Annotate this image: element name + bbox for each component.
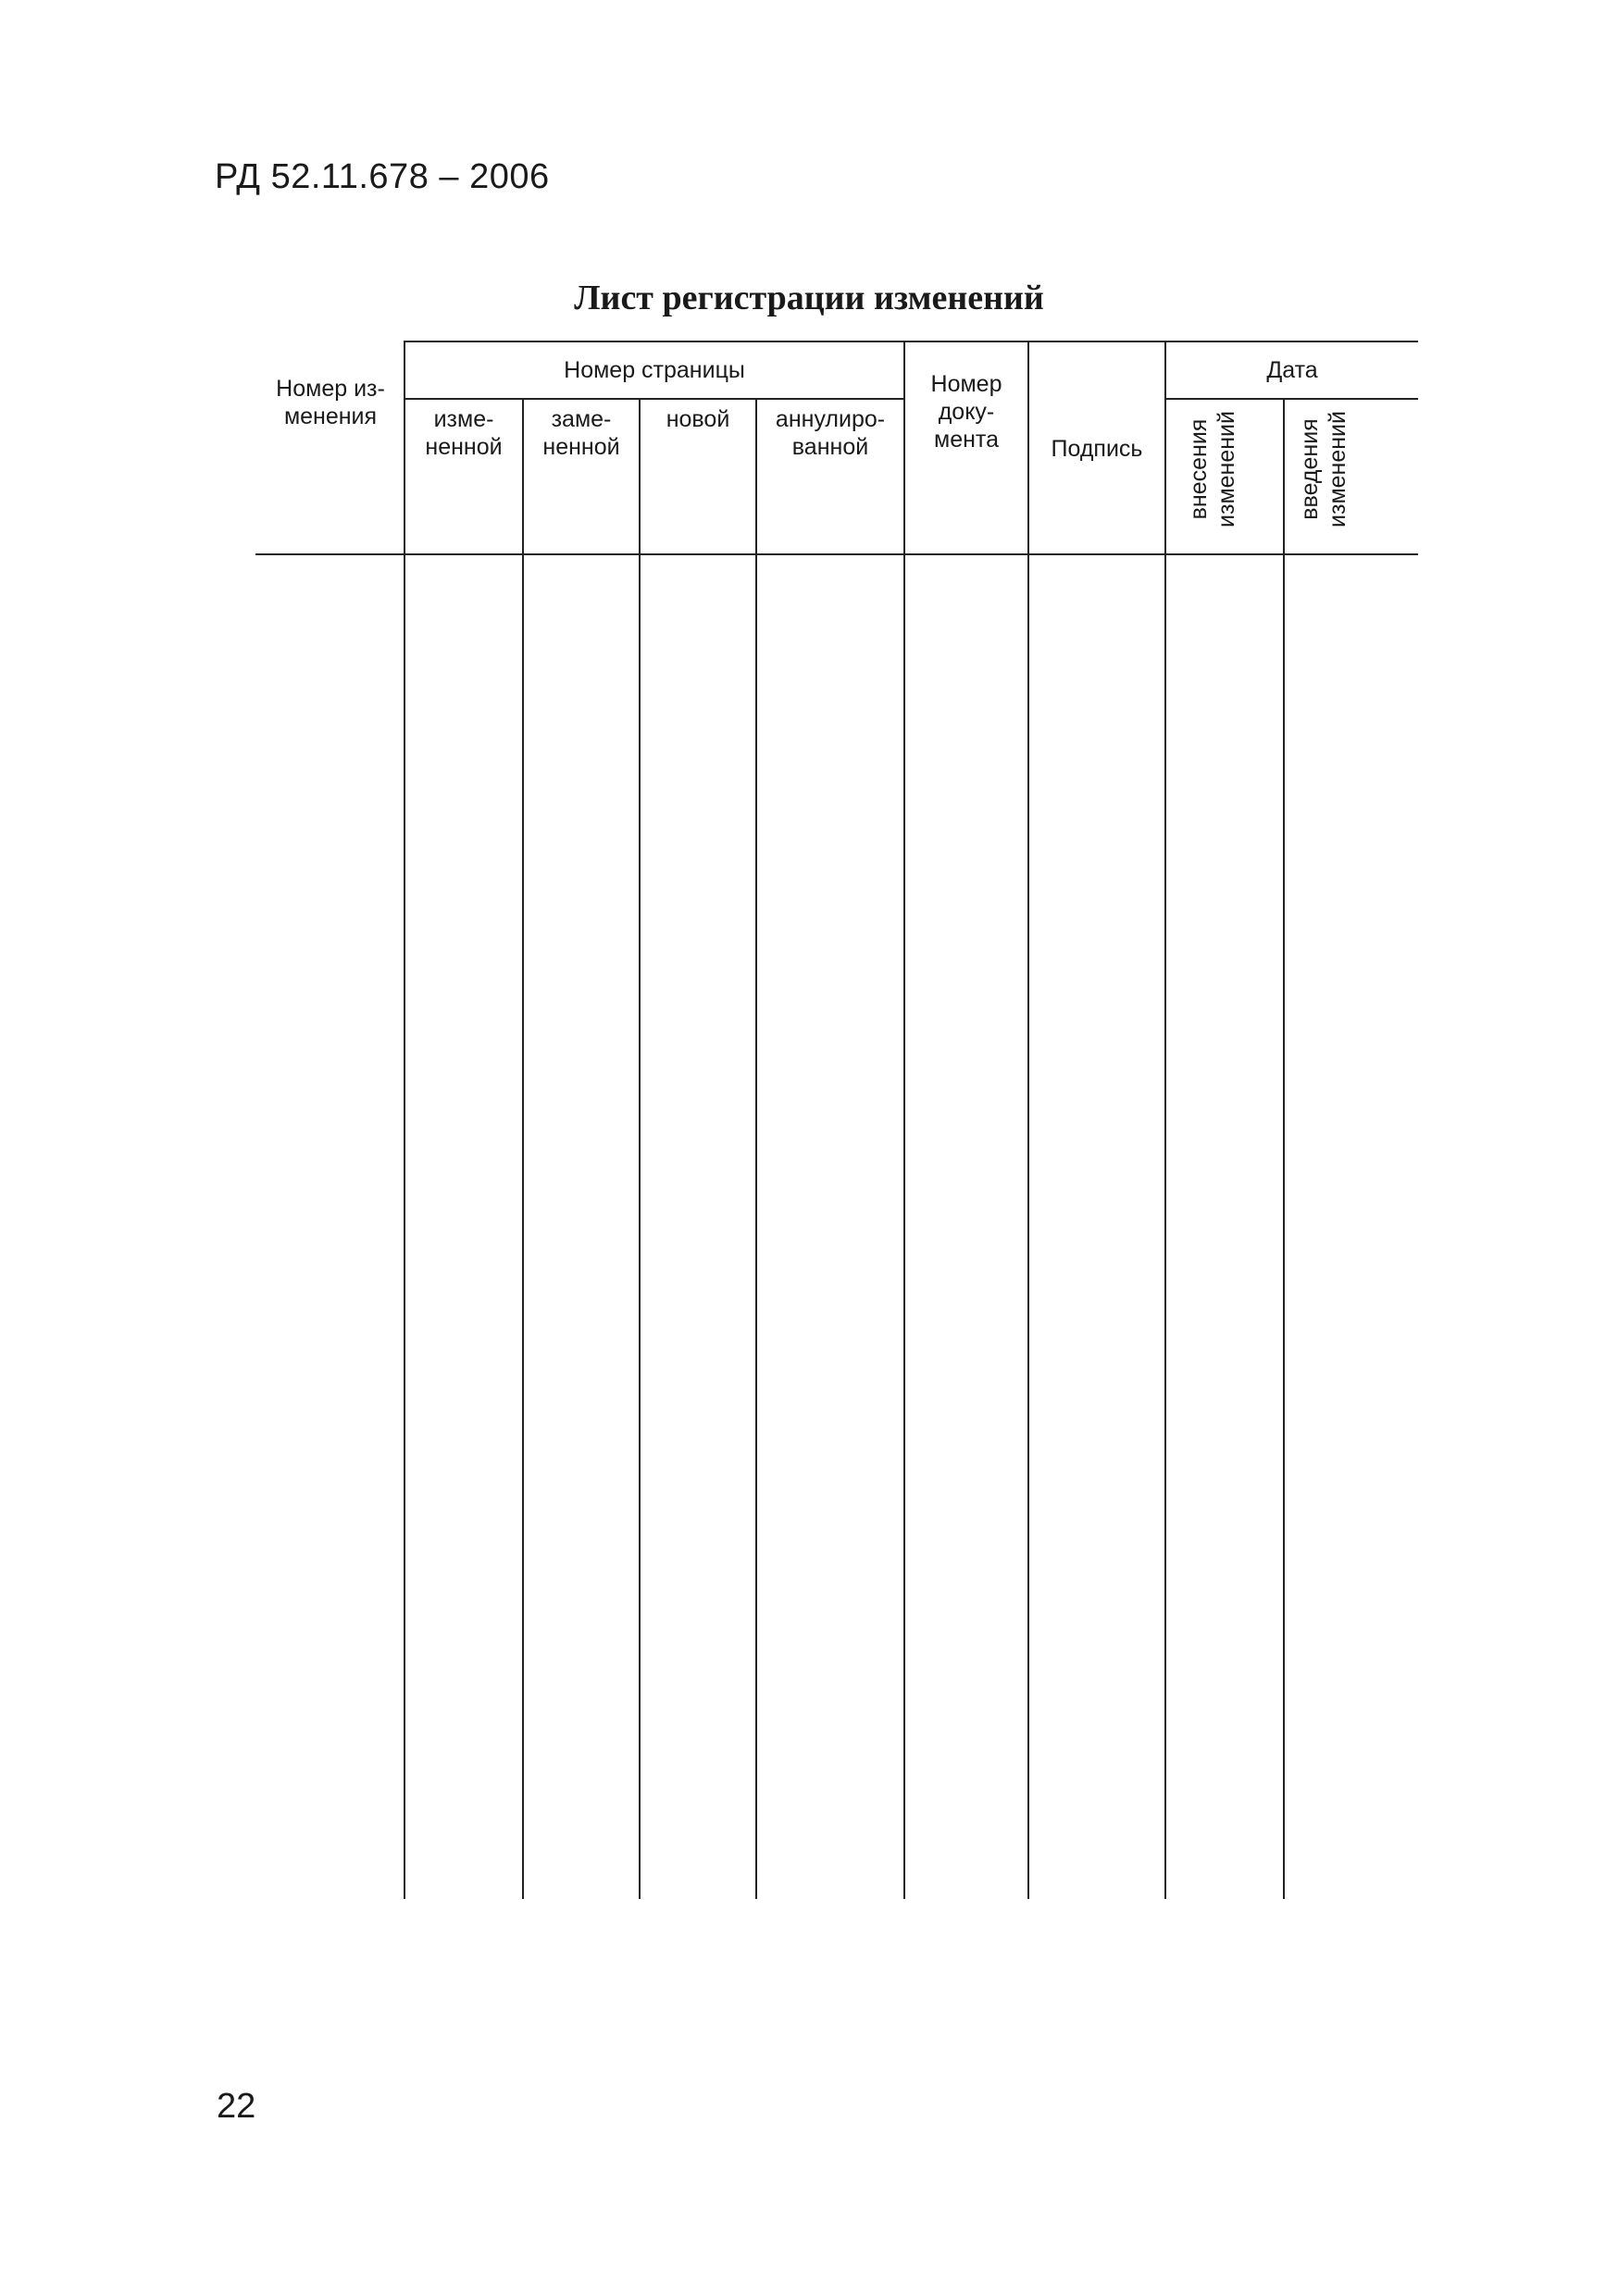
column-divider xyxy=(1164,341,1166,1899)
column-divider xyxy=(522,398,524,1899)
sheet-title: Лист регистрации изменений xyxy=(574,279,1044,317)
column-divider xyxy=(404,341,405,1899)
header-bottom-border xyxy=(255,553,1418,555)
column-divider xyxy=(903,341,905,1899)
table-top-border xyxy=(404,341,1418,342)
header-date-entry: внесения изменений xyxy=(1186,411,1239,527)
header-replaced: заме- ненной xyxy=(542,406,620,460)
header-changed: изме- ненной xyxy=(425,406,503,460)
date-group-divider xyxy=(1164,398,1418,400)
document-code: РД 52.11.678 – 2006 xyxy=(215,157,550,196)
column-divider xyxy=(1283,398,1285,1899)
column-divider xyxy=(755,398,757,1899)
header-document-number: Номер доку- мента xyxy=(930,371,1002,453)
header-page-number-group: Номер страницы xyxy=(564,357,745,383)
header-change-number: Номер из- менения xyxy=(276,376,385,429)
header-date-introduction: введения изменений xyxy=(1297,411,1350,527)
header-date-group: Дата xyxy=(1266,357,1318,383)
page-group-divider xyxy=(404,398,903,400)
header-new: новой xyxy=(666,406,730,432)
page-number: 22 xyxy=(217,2087,256,2126)
header-signature: Подпись xyxy=(1051,436,1143,462)
column-divider xyxy=(639,398,641,1899)
column-divider xyxy=(1027,341,1029,1899)
header-annulled: аннулиро- ванной xyxy=(775,406,886,460)
